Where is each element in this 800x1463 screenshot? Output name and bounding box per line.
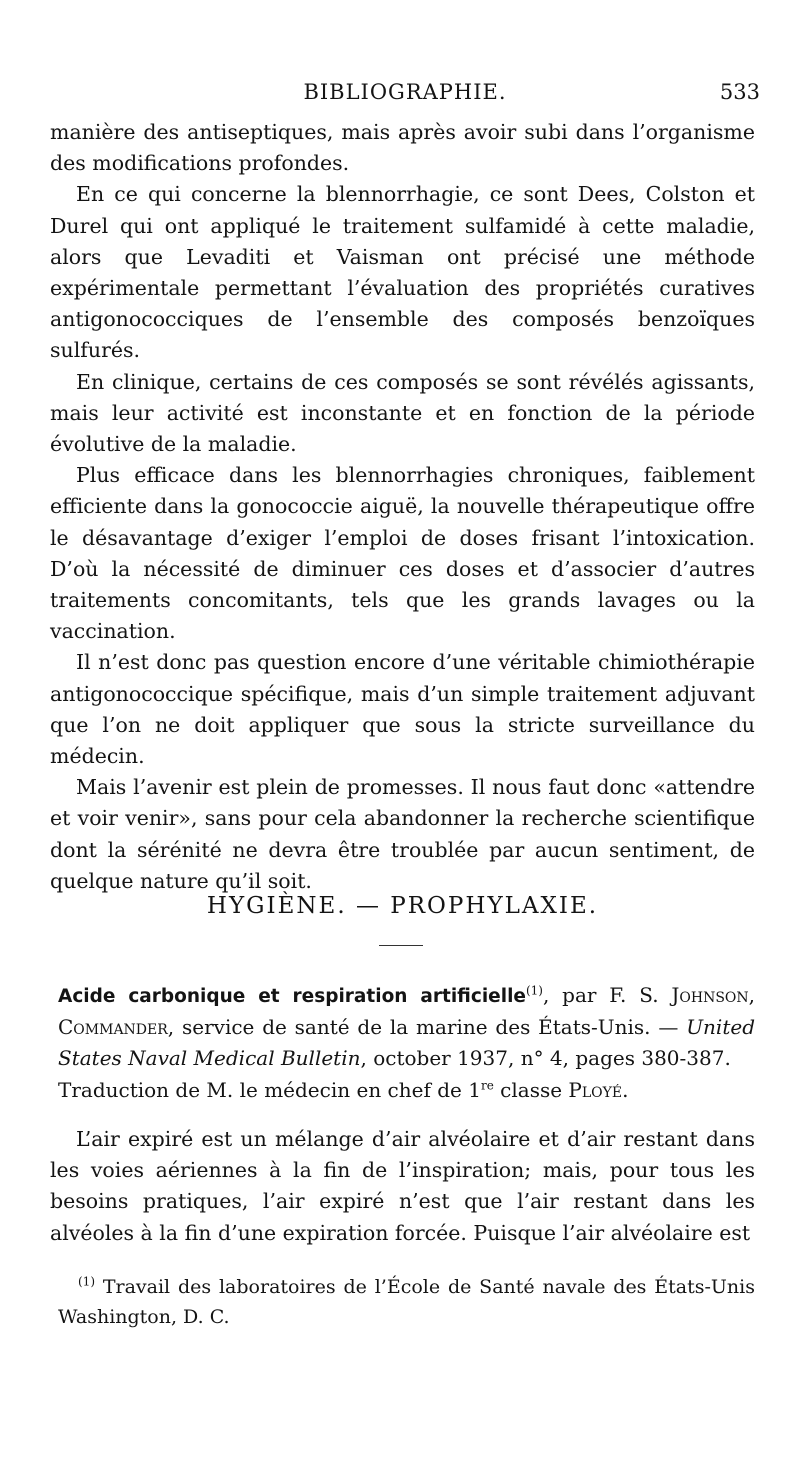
footnote-number: (1) xyxy=(78,1274,95,1289)
reference-service: , service de santé de la marine des États-Unis. — xyxy=(167,1015,687,1040)
body-text-top xyxy=(50,117,755,897)
reference-period: . xyxy=(622,1077,629,1102)
paragraph: Mais l’avenir est plein de promesses. Il nous faut donc «attendre et voir venir», sans pour cela abandonner la recherche scientifique dont la sérénité ne devra être troublée par aucun sentiment, de quelque nature qu’il soit. xyxy=(50,775,755,893)
reference-class: classe xyxy=(493,1077,569,1102)
reference-author: F. S. Johnson xyxy=(609,983,749,1007)
reference-translator: Ployé xyxy=(568,1077,623,1102)
footnote-text: Travail des laboratoires de l’École de Santé navale des États-Unis Washington, D. C. xyxy=(58,1276,755,1328)
running-head xyxy=(50,80,760,110)
bibliographic-reference: Acide carbonique et respiration artificielle$^{(1)}$, par F. S. Johnson, Commander, service de santé de la marine des États-Unis. — United States Naval Medical Bulletin, october 1937, n° 4, pages 380-387. Traduction de M. le médecin en chef de 1re classe Ployé. xyxy=(58,983,756,1102)
reference-rank: Commander xyxy=(58,1015,168,1040)
reference-details: , october 1937, n° 4, pages 380-387. xyxy=(360,1046,731,1071)
paragraph: En ce qui concerne la blennorrhagie, ce sont Dees, Colston et Durel qui ont appliqué le traitement sulfamidé à cette maladie, alors que Levaditi et Vaisman ont précisé une méthode expérimentale permettant l’évaluation des propriétés curatives antigonococciques de l’ensemble des composés benzoïques sulfurés. xyxy=(50,182,755,363)
page-number: 533 xyxy=(719,80,760,104)
reference-journal: United States Naval Medical Bulletin xyxy=(58,1015,755,1071)
running-title: BIBLIOGRAPHIE. xyxy=(303,80,507,104)
paragraph: Plus efficace dans les blennorrhagies chroniques, faiblement efficiente dans la gonococcie aiguë, la nouvelle thérapeutique offre le désavantage d’exiger l’emploi de doses frisant l’intoxication. D’où la nécessité de diminuer ces doses et d’associer d’autres traitements concomitants, tels que les grands lavages ou la vaccination. xyxy=(50,463,755,644)
section-divider xyxy=(379,945,423,946)
reference-translation: Traduction de M. le médecin en chef de xyxy=(58,1077,469,1102)
footnote xyxy=(58,1272,755,1332)
body-text-bottom xyxy=(50,1124,755,1249)
reference-class-ordinal-suffix: re xyxy=(480,1077,494,1092)
footnote-mark: (1) xyxy=(525,983,543,998)
paragraph: L’air expiré est un mélange d’air alvéolaire et d’air restant dans les voies aériennes à la fin de l’inspiration; mais, pour tous les besoins pratiques, l’air expiré n’est que l’air restant dans les alvéoles à la fin d’une expiration forcée. Puisque l’air alvéolaire est xyxy=(50,1127,755,1245)
paragraph: manière des antiseptiques, mais après avoir subi dans l’organisme des modifications profondes. xyxy=(50,120,755,176)
paragraph: Il n’est donc pas question encore d’une véritable chimiothérapie antigonococcique spécifique, mais d’un simple traitement adjuvant que l’on ne doit appliquer que sous la stricte surveillance du médecin. xyxy=(50,650,755,769)
section-heading: HYGIÈNE. — PROPHYLAXIE. xyxy=(206,893,599,919)
paragraph: En clinique, certains de ces composés se sont révélés agissants, mais leur activité est inconstante et en fonction de la période évolutive de la maladie. xyxy=(50,369,755,457)
reference-title: Acide carbonique et respiration artificielle xyxy=(58,986,526,1007)
reference-class-ordinal: 1 xyxy=(468,1077,481,1102)
reference-by: , par xyxy=(542,983,610,1007)
